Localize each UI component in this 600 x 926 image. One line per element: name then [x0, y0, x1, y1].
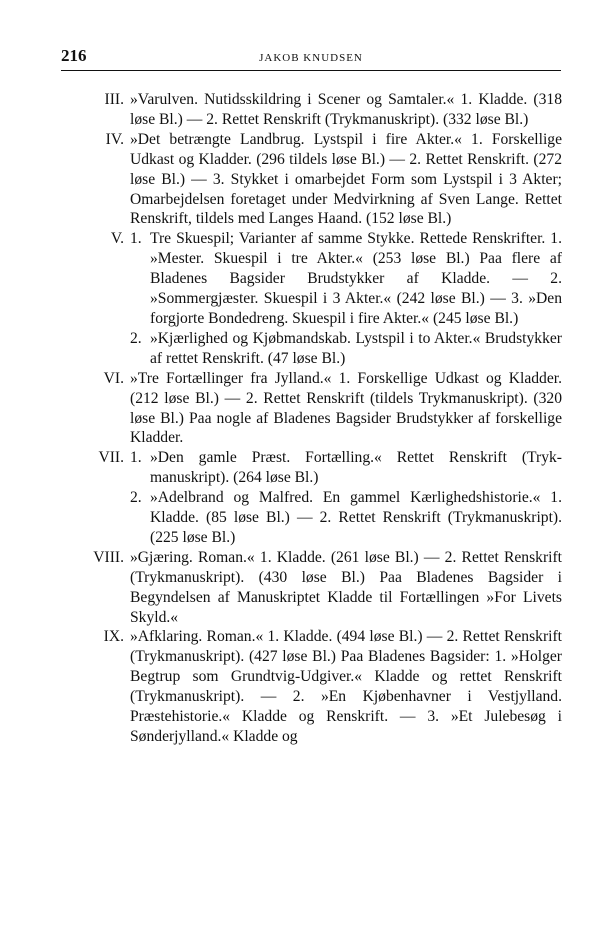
sub-entry-text: »Kjærlighed og Kjøbmandskab. Lystspil i to Akter.« Brudstykker af rettet Renskrift. (47 løse Bl.) [150, 329, 562, 367]
entry-vi [103, 369, 562, 449]
entry-iii [104, 90, 562, 130]
entry-text: »Gjæring. Roman.« 1. Kladde. (261 løse Bl.) — 2. Rettet Renskrift (Trykmanuskript). (430 løse Bl.) Paa Bladenes Bagsider i Begyndelsen af Manuskriptet Kladde til Fortællingen »For Livets Skyld.« [130, 548, 562, 626]
entry-text: »Det betrængte Landbrug. Lystspil i fire Akter.« 1. Forskellige Udkast og Kladder. (296 tildels løse Bl.) — 2. Rettet Renskrift. (272 løse Bl.) — 3. Stykket i omarbejdet Form som Lystspil i 3 Akter; Omarbejdelsen foretaget under Medvirkning af Sven Lange. Rettet Renskrift, tildels med Langes Haand. (152 løse Bl.) [130, 130, 562, 228]
sub-entry-number: 2. [130, 489, 142, 507]
entry-number: IX. [103, 628, 124, 646]
entry-iv [105, 130, 562, 230]
page-body [0, 90, 600, 747]
entry-text: »Afklaring. Roman.« 1. Kladde. (494 løse Bl.) — 2. Rettet Renskrift (Trykmanuskript). (427 løse Bl.) Paa Bladenes Bagsider: 1. »Holger Begtrup som Grundtvig-Udgiver.« Kladde og rettet Renskrift (Trykmanuskript). — 2. »En Kjøbenhavner i Vestjylland. Præstehistorie.« Kladde og Renskrift. — 3. »Et Julebesøg i Sønderjylland.« Kladde og [130, 628, 562, 745]
sub-entry [130, 229, 562, 329]
sub-entry-number: 2. [130, 329, 142, 347]
page-header [61, 40, 561, 71]
running-head: JAKOB KNUDSEN [259, 52, 363, 64]
entry-vii [98, 448, 562, 548]
sub-entry-text: »Adelbrand og Malfred. En gammel Kærlighedshistorie.« 1. Kladde. (85 løse Bl.) — 2. Rettet Renskrift (Trykmanuskript). (225 løse Bl.) [150, 489, 562, 546]
entry-viii [93, 548, 562, 628]
entry-text: »Varulven. Nutidsskildring i Scener og Samtaler.« 1. Kladde. (318 løse Bl.) — 2. Rettet Renskrift (Trykmanuskript). (332 løse Bl.) [130, 91, 562, 128]
entry-number: III. [104, 91, 124, 108]
sub-entry [130, 448, 562, 488]
entry-number: VI. [103, 369, 124, 387]
sub-entry-text: »Den gamle Præst. Fortælling.« Rettet Renskrift (Trykmanuskript). (264 løse Bl.) [150, 449, 562, 487]
entry-number: V. [110, 230, 124, 248]
entry-text: »Tre Fortællinger fra Jylland.« 1. Forskellige Udkast og Kladder. (212 løse Bl.) — 2. Rettet Renskrift (tildels Trykmanuskript). (320 løse Bl.) Paa nogle af Bladenes Bagsider Brudstykker af forskellige Kladder. [130, 369, 562, 447]
entry-number: VII. [98, 449, 124, 467]
sub-entry [130, 488, 562, 548]
entry-number: VIII. [93, 548, 124, 566]
entry-ix [103, 627, 562, 746]
entry-number: IV. [105, 130, 124, 148]
sub-entry-number: 1. [130, 449, 142, 467]
sub-entry-text: Tre Skuespil; Varianter af samme Stykke. Rettede Renskrifter. 1. »Mester. Skuespil i tre Akter.« (253 løse Bl.) Paa flere af Bladenes Bagsider Brudstykker af Kladde. — 2. »Sommergjæster. Skuespil i 3 Akter.« (242 løse Bl.) — 3. »Den forgjorte Bondedreng. Skuespil i fire Akter.« (245 løse Bl.) [150, 230, 562, 327]
sub-entry [130, 329, 562, 369]
entry-v [110, 229, 562, 368]
sub-entry-number: 1. [130, 230, 142, 248]
page-number: 216 [61, 46, 87, 65]
